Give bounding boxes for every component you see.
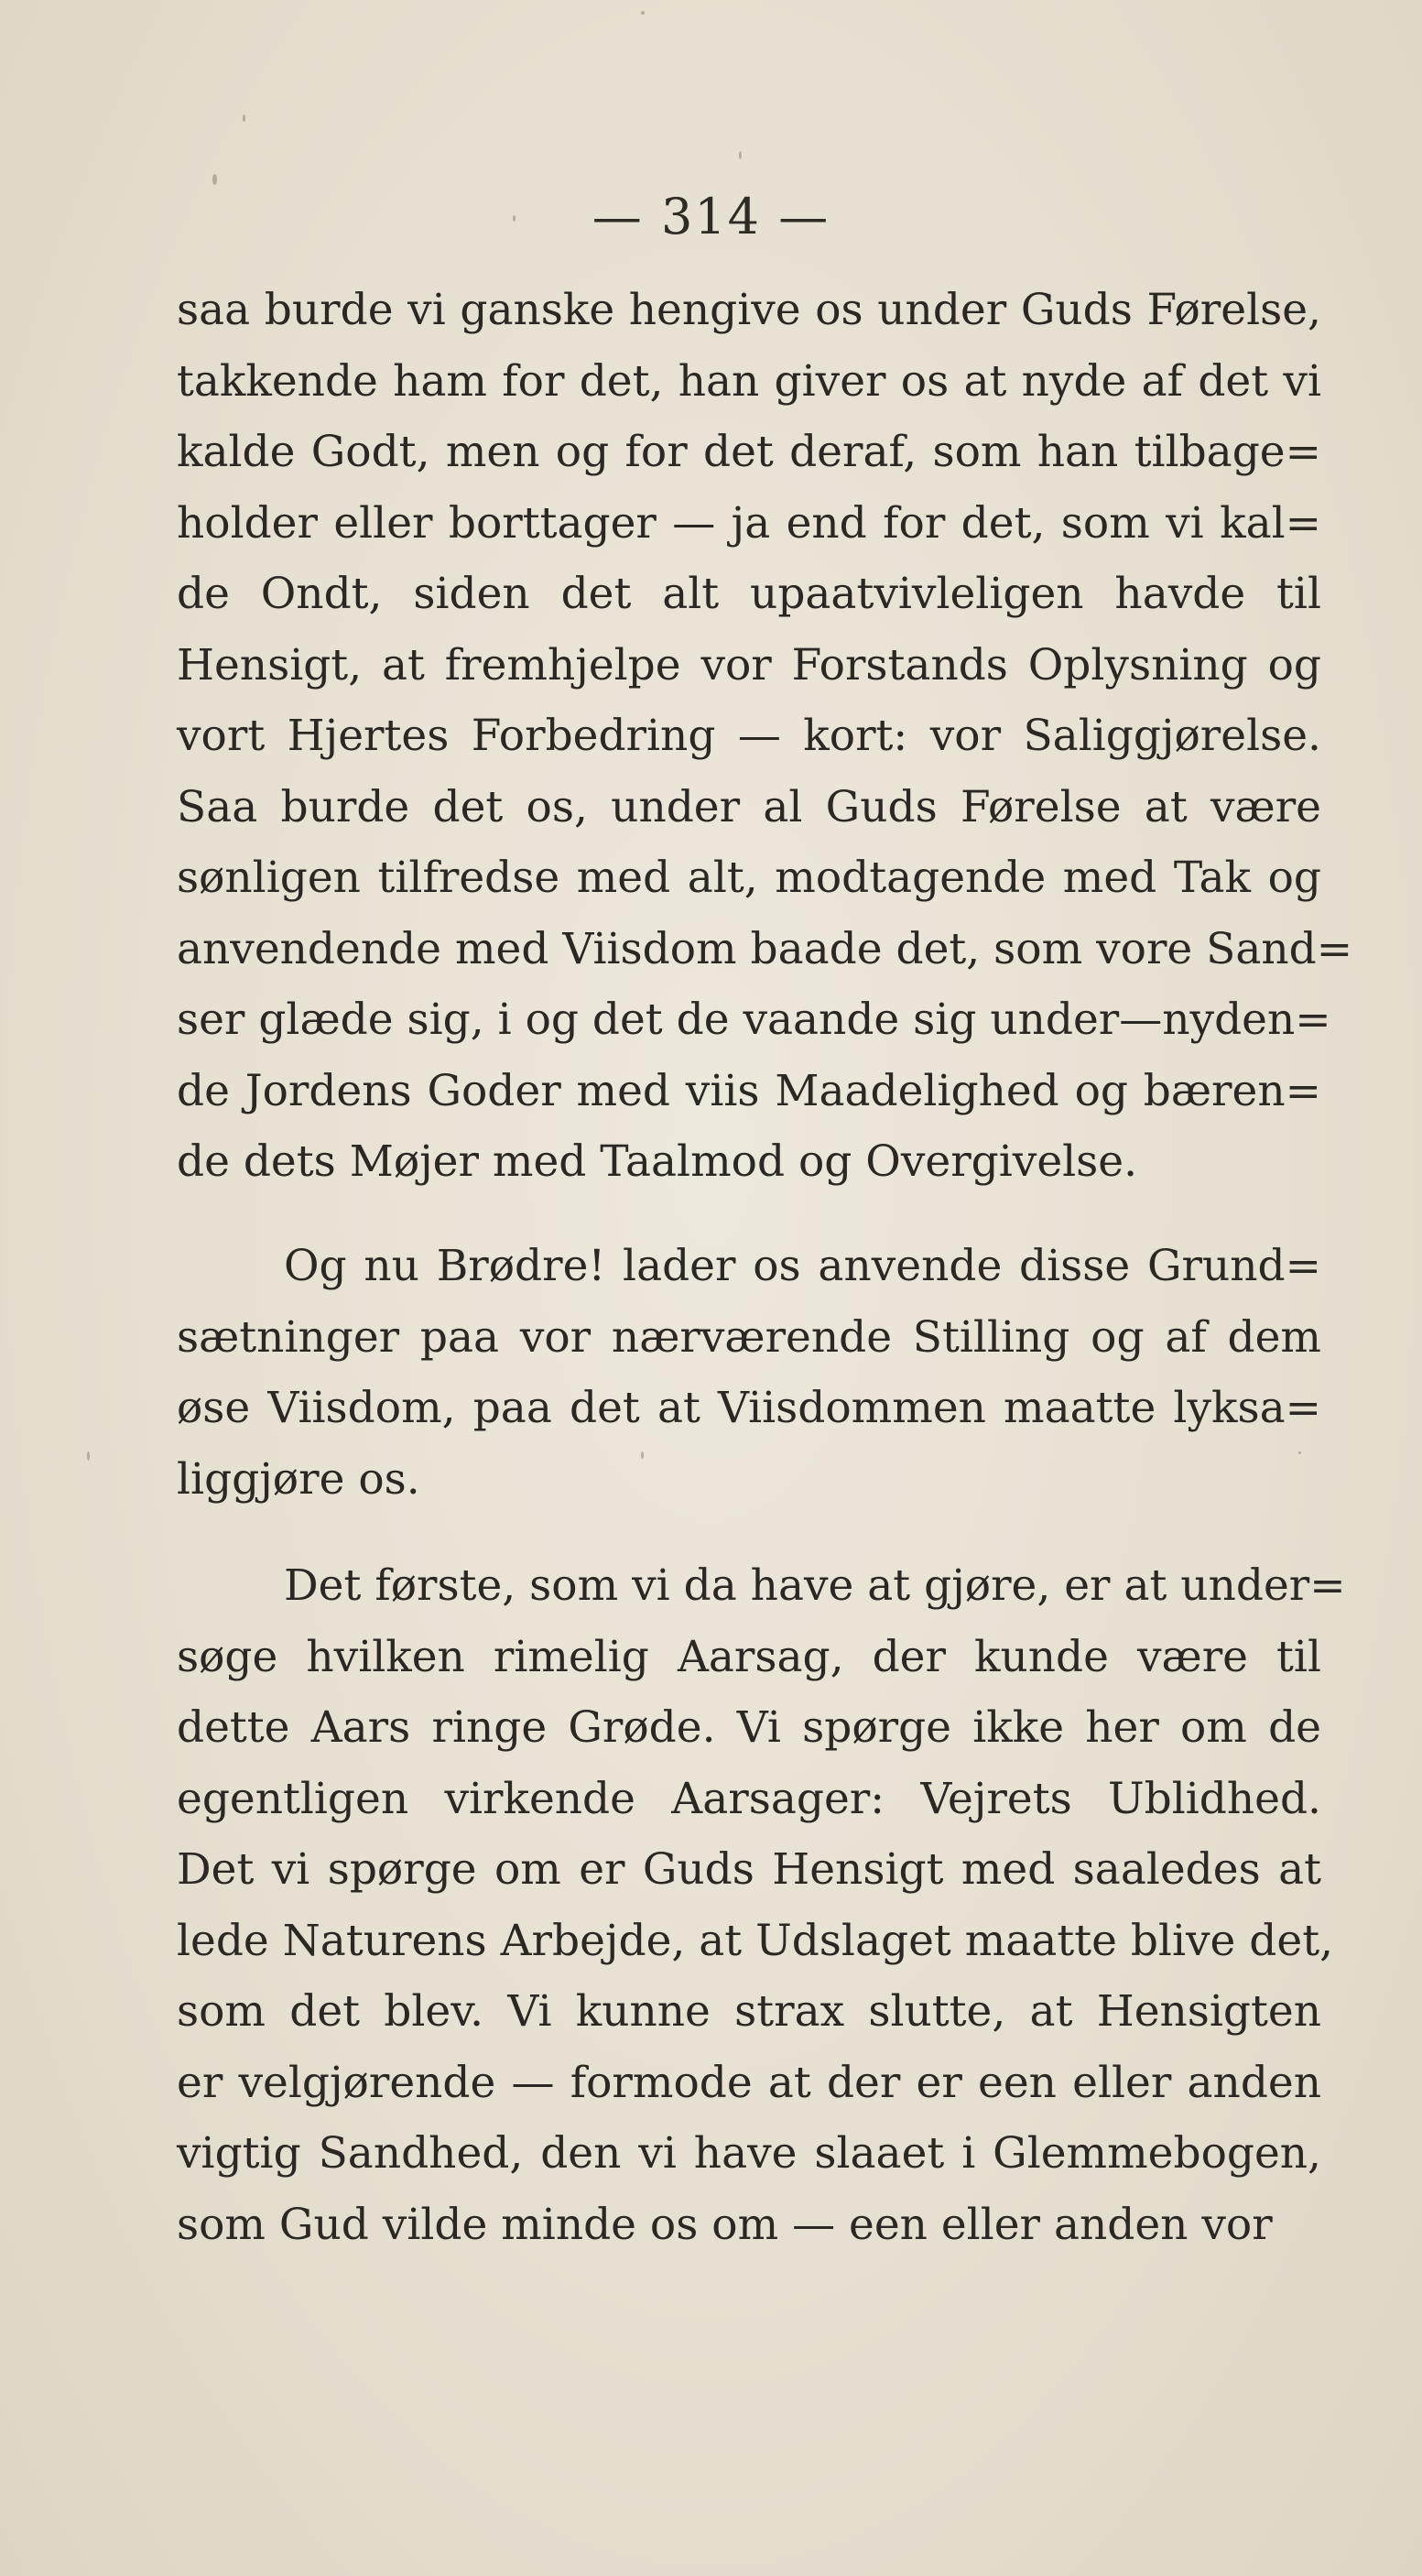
text-line: øse Viisdom, paa det at Viisdommen maatte lyksa=	[177, 1383, 1321, 1433]
text-line: lede Naturens Arbejde, at Udslaget maatte blive det,	[177, 1915, 1334, 1966]
text-line: dette Aars ringe Grøde. Vi spørge ikke her om de	[177, 1702, 1321, 1753]
text-line: som det blev. Vi kunne strax slutte, at Hensigten	[177, 1986, 1321, 2037]
text-line: takkende ham for det, han giver os at nyde af det vi	[177, 355, 1321, 407]
paragraph-2	[177, 1231, 1321, 1515]
text-line: søge hvilken rimelig Aarsag, der kunde være til	[177, 1631, 1321, 1682]
text-line: sætninger paa vor nærværende Stilling og af dem	[177, 1311, 1321, 1363]
paper-speck	[212, 174, 217, 185]
text-line: saa burde vi ganske hengive os under Guds Førelse,	[177, 285, 1321, 335]
text-line: liggjøre os.	[177, 1453, 420, 1505]
text-line: holder eller borttager — ja end for det, som vi kal=	[177, 497, 1321, 549]
text-line: er velgjørende — formode at der er een eller anden	[177, 2057, 1321, 2108]
text-line: Og nu Brødre! lader os anvende disse Grund=	[284, 1241, 1321, 1291]
paper-speck	[513, 215, 516, 222]
text-line: de Jordens Goder med viis Maadelighed og bæren=	[177, 1065, 1321, 1116]
text-line: kalde Godt, men og for det deraf, som han tilbage=	[177, 427, 1321, 477]
paragraph-1	[177, 275, 1353, 1198]
text-line: de dets Møjer med Taalmod og Overgivelse.	[177, 1136, 1138, 1187]
text-line: de Ondt, siden det alt upaatvivleligen havde til	[177, 569, 1321, 619]
paragraph-3	[177, 1550, 1346, 2260]
paper-speck	[87, 1451, 90, 1461]
text-line: Det vi spørge om er Guds Hensigt med saaledes at	[177, 1844, 1321, 1895]
paper-speck	[641, 1451, 644, 1459]
paper-speck	[641, 11, 645, 15]
text-line: vort Hjertes Forbedring — kort: vor Saliggjørelse.	[177, 711, 1321, 761]
text-line: Saa burde det os, under al Guds Førelse at være	[177, 781, 1321, 832]
text-line: sønligen tilfredse med alt, modtagende med Tak og	[177, 853, 1321, 903]
page-number: — 314 —	[592, 188, 830, 245]
paper-speck	[1298, 1451, 1301, 1454]
text-line: ser glæde sig, i og det de vaande sig under—nyden=	[177, 995, 1331, 1045]
text-line: Det første, som vi da have at gjøre, er at under=	[284, 1560, 1346, 1611]
text-line: Hensigt, at fremhjelpe vor Forstands Oplysning og	[177, 639, 1321, 690]
text-line: vigtig Sandhed, den vi have slaaet i Glemmebogen,	[177, 2128, 1321, 2179]
text-line: som Gud vilde minde os om — een eller anden vor	[177, 2199, 1273, 2250]
paper-speck	[243, 114, 245, 122]
text-line: anvendende med Viisdom baade det, som vore Sand=	[177, 923, 1353, 974]
paper-speck	[739, 151, 742, 159]
text-line: egentligen virkende Aarsager: Vejrets Ublidhed.	[177, 1773, 1321, 1824]
